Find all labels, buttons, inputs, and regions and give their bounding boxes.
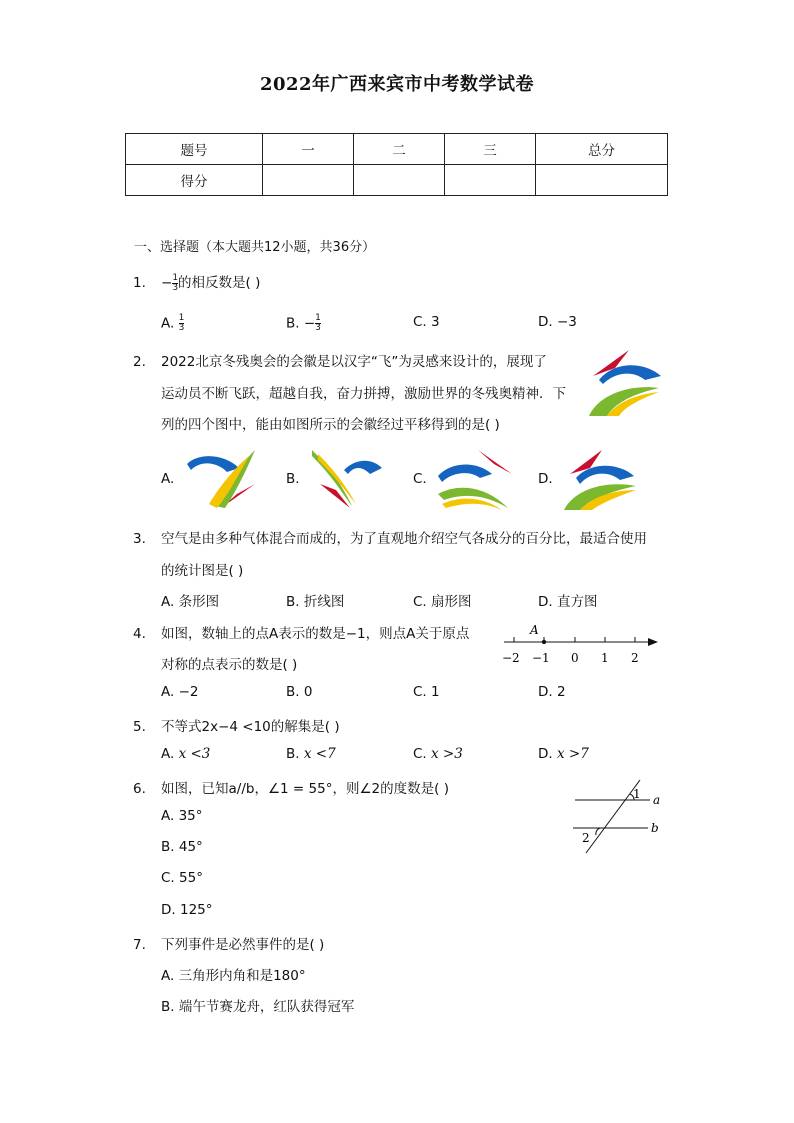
score-table-header-row xyxy=(126,134,668,165)
option-c[interactable] xyxy=(413,684,440,700)
option-value: 35° xyxy=(178,808,203,824)
question-number: 7. xyxy=(133,937,146,953)
option-b-logo-figure[interactable] xyxy=(310,448,382,510)
option-label: C. xyxy=(413,746,427,762)
question-number: 4. xyxy=(133,626,146,642)
score-cell[interactable] xyxy=(354,165,445,196)
option-b[interactable] xyxy=(286,590,344,610)
option-value: 1 xyxy=(431,684,440,700)
numerator: 1 xyxy=(172,272,179,283)
question-number: 5. xyxy=(133,719,146,735)
option-value: 0 xyxy=(303,684,313,700)
option-label: D. xyxy=(538,594,553,610)
option-d-label[interactable]: D. xyxy=(538,471,553,487)
question-3-line: 的统计图是( ) xyxy=(161,563,244,579)
score-header-cell: 题号 xyxy=(126,134,263,165)
option-label: C. xyxy=(413,314,427,330)
question-3-line: 空气是由多种气体混合而成的，为了直观地介绍空气各成分的百分比，最适合使用 xyxy=(161,531,647,547)
denominator: 3 xyxy=(172,282,179,293)
option-d[interactable] xyxy=(161,902,213,918)
option-b-label[interactable]: B. xyxy=(286,471,300,487)
option-label: B. xyxy=(161,839,175,855)
logo-green-stroke xyxy=(589,387,659,416)
denominator: 3 xyxy=(315,323,321,333)
option-label: A. xyxy=(161,684,175,700)
score-header-cell: 二 xyxy=(354,134,445,165)
angle-2-arc xyxy=(596,828,600,835)
score-header-cell: 三 xyxy=(445,134,536,165)
option-value: x <3 xyxy=(178,746,211,762)
option-d[interactable] xyxy=(538,746,589,762)
option-label: A. xyxy=(161,746,175,762)
option-value: −3 xyxy=(556,314,577,330)
option-value: 折线图 xyxy=(303,594,345,610)
option-value: x >7 xyxy=(556,746,589,762)
score-header-cell: 一 xyxy=(263,134,354,165)
option-a[interactable] xyxy=(161,964,306,984)
option-label: D. xyxy=(538,314,553,330)
option-value: −2 xyxy=(178,684,199,700)
question-2-line: 2022北京冬残奥会的会徽是以汉字“飞”为灵感来设计的，展现了 xyxy=(161,354,547,370)
option-c[interactable] xyxy=(413,314,440,330)
option-c[interactable] xyxy=(161,870,203,886)
minus-sign: − xyxy=(161,275,173,291)
option-a[interactable] xyxy=(161,808,203,824)
question-number: 1. xyxy=(133,275,146,291)
option-b[interactable] xyxy=(286,314,321,333)
option-a[interactable] xyxy=(161,590,219,610)
option-a-logo-figure[interactable] xyxy=(185,448,257,510)
option-a-label[interactable]: A. xyxy=(161,471,175,487)
option-label: A. xyxy=(161,808,175,824)
question-number: 2. xyxy=(133,354,146,370)
question-number: 3. xyxy=(133,531,146,547)
option-value: x >3 xyxy=(431,746,463,762)
question-2-line: 运动员不断飞跃，超越自我，奋力拼搏，激励世界的冬残奥精神．下 xyxy=(161,386,566,402)
point-a-label: A xyxy=(530,623,539,637)
option-value: 45° xyxy=(178,839,203,855)
option-label: B. xyxy=(286,684,300,700)
option-label: D. xyxy=(161,902,176,918)
score-header-cell: 总分 xyxy=(536,134,668,165)
option-d-logo-figure[interactable] xyxy=(562,448,638,510)
option-value: 2 xyxy=(556,684,566,700)
option-label: C. xyxy=(413,594,427,610)
option-label: B. xyxy=(286,746,300,762)
option-c-logo-figure[interactable] xyxy=(436,448,512,510)
option-b[interactable] xyxy=(286,746,336,762)
score-row-label: 得分 xyxy=(126,165,263,196)
option-a[interactable] xyxy=(161,684,199,700)
parallel-lines-figure xyxy=(570,778,665,856)
option-label: B. xyxy=(286,315,300,332)
question-4-line: 如图，数轴上的点A表示的数是−1，则点A关于原点 xyxy=(161,626,470,642)
numerator: 1 xyxy=(315,313,321,323)
tick-label: −2 xyxy=(502,651,520,665)
option-value: 扇形图 xyxy=(431,594,472,610)
question-4-line: 对称的点表示的数是( ) xyxy=(161,657,298,673)
option-d[interactable] xyxy=(538,314,577,330)
fraction xyxy=(179,314,185,333)
option-value: 端午节赛龙舟，红队获得冠军 xyxy=(178,999,355,1015)
option-b[interactable] xyxy=(286,684,312,700)
numerator: 1 xyxy=(178,313,185,323)
question-number: 6. xyxy=(133,781,146,797)
denominator: 3 xyxy=(178,323,185,333)
option-label: A. xyxy=(161,968,175,984)
score-table xyxy=(125,133,668,196)
option-c-label[interactable]: C. xyxy=(413,471,427,487)
score-table-score-row xyxy=(126,165,668,196)
option-value: 125° xyxy=(179,902,213,918)
option-value: 三角形内角和是180° xyxy=(178,968,306,984)
question-7-stem: 下列事件是必然事件的是( ) xyxy=(161,937,325,953)
option-b[interactable] xyxy=(161,839,203,855)
score-cell[interactable] xyxy=(445,165,536,196)
score-cell[interactable] xyxy=(536,165,668,196)
option-label: D. xyxy=(538,684,553,700)
minus-sign: − xyxy=(303,315,316,332)
option-c[interactable] xyxy=(413,590,472,610)
fraction xyxy=(315,314,321,333)
option-label: A. xyxy=(161,315,175,332)
logo-blue-stroke xyxy=(344,461,382,474)
transversal-line xyxy=(586,780,640,853)
number-line-figure xyxy=(500,622,660,670)
option-b[interactable] xyxy=(161,995,354,1015)
option-c[interactable] xyxy=(413,746,463,762)
question-text: 的相反数是( ) xyxy=(178,275,261,291)
option-label: B. xyxy=(286,594,300,610)
option-d[interactable] xyxy=(538,590,597,610)
option-label: D. xyxy=(538,746,553,762)
line-b-label: b xyxy=(651,821,659,835)
option-value: 直方图 xyxy=(556,594,598,610)
logo-blue-stroke xyxy=(438,464,492,482)
tick-label: 2 xyxy=(631,651,639,665)
number-line-arrow xyxy=(648,638,658,646)
tick-label: 1 xyxy=(601,651,609,665)
score-cell[interactable] xyxy=(263,165,354,196)
option-value: x <7 xyxy=(303,746,336,762)
option-label: A. xyxy=(161,594,175,610)
angle-1-label: 1 xyxy=(633,787,641,801)
option-value: 3 xyxy=(431,314,440,330)
tick-label: −1 xyxy=(532,651,550,665)
option-a[interactable] xyxy=(161,746,210,762)
question-2-line: 列的四个图中，能由如图所示的会徽经过平移得到的是( ) xyxy=(161,417,500,433)
option-label: C. xyxy=(413,684,427,700)
option-label: C. xyxy=(161,870,175,886)
tick-label: 0 xyxy=(571,651,579,665)
point-a xyxy=(542,640,546,644)
question-6-stem: 如图，已知a//b，∠1 = 55°，则∠2的度数是( ) xyxy=(161,781,449,797)
logo-reference-figure xyxy=(585,350,663,418)
angle-2-label: 2 xyxy=(582,831,590,845)
line-a-label: a xyxy=(653,793,661,807)
option-a[interactable] xyxy=(161,314,184,333)
question-5-stem: 不等式2x−4 <10的解集是( ) xyxy=(161,719,340,735)
section-heading: 一、选择题（本大题共12小题，共36分） xyxy=(134,240,376,255)
option-d[interactable] xyxy=(538,684,566,700)
logo-blue-stroke xyxy=(187,456,239,472)
option-value: 55° xyxy=(179,870,203,886)
question-1-stem xyxy=(161,271,260,293)
exam-title: 2022年广西来宾市中考数学试卷 xyxy=(259,74,535,95)
option-label: B. xyxy=(161,999,175,1015)
option-value: 条形图 xyxy=(178,594,220,610)
